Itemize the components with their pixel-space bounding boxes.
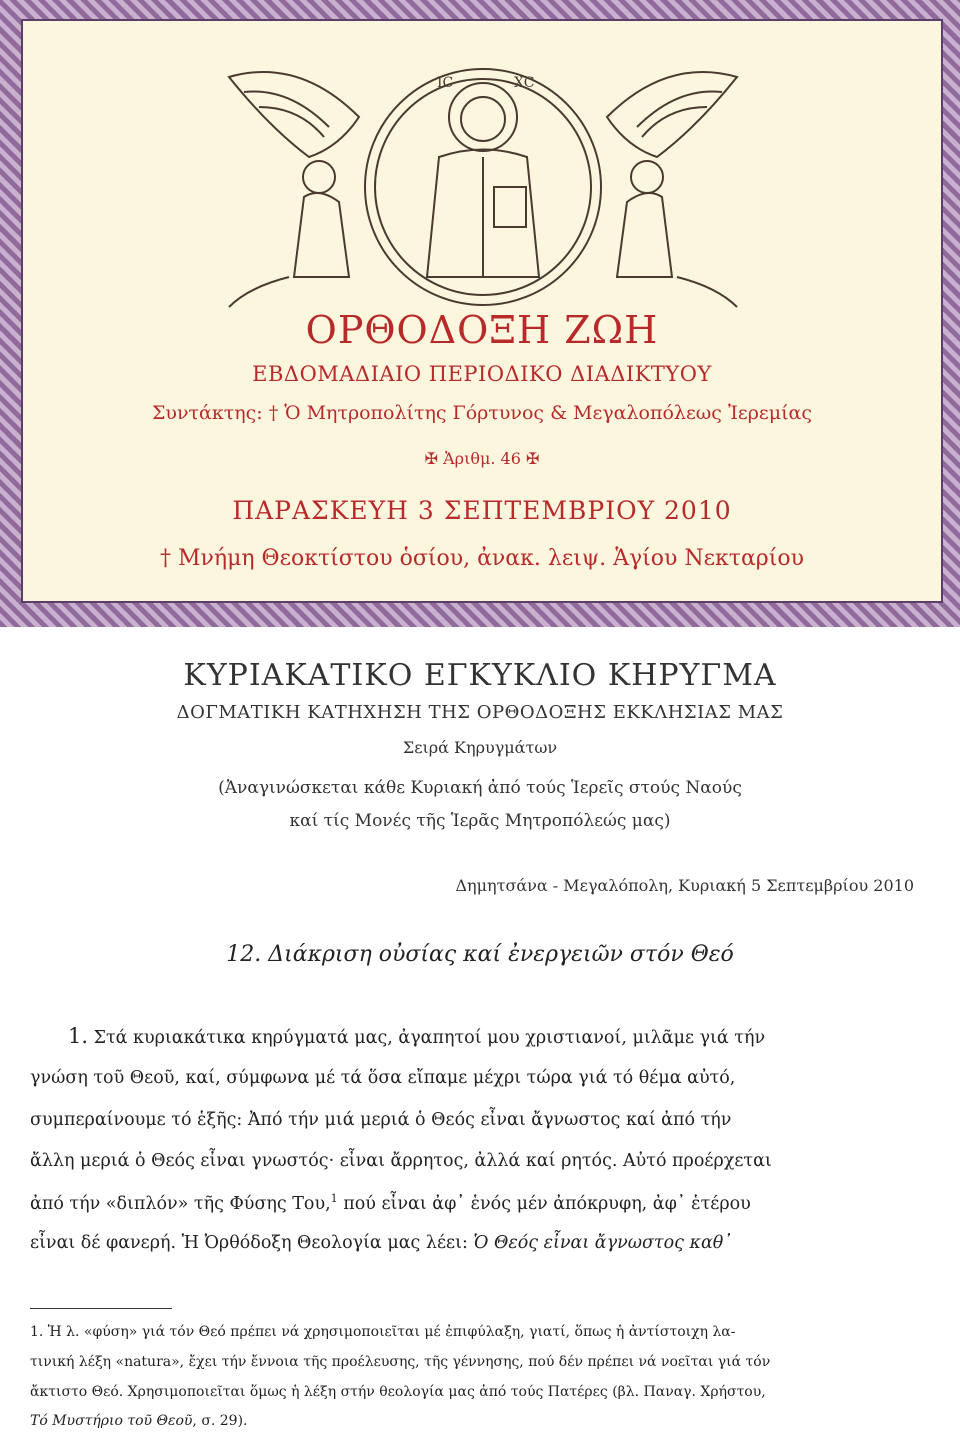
footnote-divider <box>30 1308 172 1309</box>
footnote-line-2: τινική λέξη «natura», ἔχει τήν ἔννοια τῆς προέλευσης, τῆς γέννησης, πού δέν πρέπει νά νοεῖται γιά τόν <box>30 1354 771 1370</box>
footnote-marker: 1 <box>330 1192 338 1205</box>
issue-number: ✠ Ἀριθμ. 46 ✠ <box>424 449 540 468</box>
section-heading: 12. Διάκριση οὐσίας καί ἐνεργειῶν στόν Θεό <box>226 942 734 967</box>
sermon-subtitle: ΔΟΓΜΑΤΙΚΗ ΚΑΤΗΧΗΣΗ ΤΗΣ ΟΡΘΟΔΟΞΗΣ ΕΚΚΛΗΣΙΑΣ ΜΑΣ <box>176 702 784 723</box>
body-line-4: ἄλλη μεριά ὁ Θεός εἶναι γνωστός· εἶναι ἄρρητος, ἀλλά καί ρητός. Αὐτό προέρχεται <box>30 1151 772 1171</box>
editor-line: Συντάκτης: † Ὁ Μητροπολίτης Γόρτυνος & Μεγαλοπόλεως Ἰερεμίας <box>151 402 813 424</box>
body-line-3: συμπεραίνουμε τό ἑξῆς: Ἀπό τήν μιά μεριά ὁ Θεός εἶναι ἄγνωστος καί ἀπό τήν <box>30 1110 732 1130</box>
journal-title: ΟΡΘΟΔΟΞΗ ΖΩΗ <box>305 308 659 352</box>
paragraph-number: 1. <box>68 1024 89 1048</box>
reading-note-line-1: (Ἀναγινώσκεται κάθε Κυριακή ἀπό τούς Ἱερεῖς στούς Ναούς <box>218 778 742 798</box>
sermon-series: Σειρά Κηρυγμάτων <box>402 738 558 757</box>
issue-date: ΠΑΡΑΣΚΕΥΗ 3 ΣΕΠΤΕΜΒΡΙΟΥ 2010 <box>232 496 732 525</box>
footnote-line-4: Τό Μυστήριο τοῦ Θεοῦ, σ. 29). <box>30 1413 248 1429</box>
place-date: Δημητσάνα - Μεγαλόπολη, Κυριακή 5 Σεπτεμβρίου 2010 <box>455 876 914 895</box>
icon-letters-right: XC <box>514 75 535 91</box>
journal-subtitle: ΕΒΔΟΜΑΔΙΑΙΟ ΠΕΡΙΟΔΙΚΟ ΔΙΑΔΙΚΤΥΟΥ <box>252 362 712 386</box>
header-panel <box>21 19 943 603</box>
saint-memory: † Μνήμη Θεοκτίστου ὁσίου, ἀνακ. λειψ. Ἁγίου Νεκταρίου <box>160 546 804 571</box>
reading-note-line-2: καί τίς Μονές τῆς Ἱερᾶς Μητροπόλεώς μας) <box>289 811 671 831</box>
header-frame <box>0 0 960 627</box>
body-line-1: 1. Στά κυριακάτικα κηρύγματά μας, ἀγαπητοί μου χριστιανοί, μιλᾶμε γιά τήν <box>68 1024 766 1048</box>
icon-letters-left: IC <box>437 75 454 91</box>
footnote-line-3: ἄκτιστο Θεό. Χρησιμοποιεῖται ὅμως ἡ λέξη στήν θεολογία μας ἀπό τούς Πατέρες (βλ. Παναγ. Χρήστου, <box>30 1384 766 1400</box>
body-line-5: ἀπό τήν «διπλόν» τῆς Φύσης Του,$^1$ πού εἶναι ἀφ᾽ ἑνός μέν ἀπόκρυφη, ἀφ᾽ ἑτέρου <box>30 1192 751 1214</box>
body-line-6: εἶναι δέ φανερή. Ἡ Ὀρθόδοξη Θεολογία μας λέει: Ὁ Θεός εἶναι ἄγνωστος καθ᾽ <box>30 1233 733 1253</box>
footnote-line-1: 1. Ἡ λ. «φύση» γιά τόν Θεό πρέπει νά χρησιμοποιεῖται μέ ἐπιφύλαξη, γιατί, ὅπως ἡ ἀντίστοιχη λα- <box>30 1324 736 1340</box>
christ-pantocrator-icon <box>189 37 777 319</box>
sermon-title: ΚΥΡΙΑΚΑΤΙΚΟ ΕΓΚΥΚΛΙΟ ΚΗΡΥΓΜΑ <box>183 658 777 693</box>
body-line-2: γνώση τοῦ Θεοῦ, καί, σύμφωνα μέ τά ὅσα εἴπαμε μέχρι τώρα γιά τό θέμα αὐτό, <box>30 1068 736 1088</box>
